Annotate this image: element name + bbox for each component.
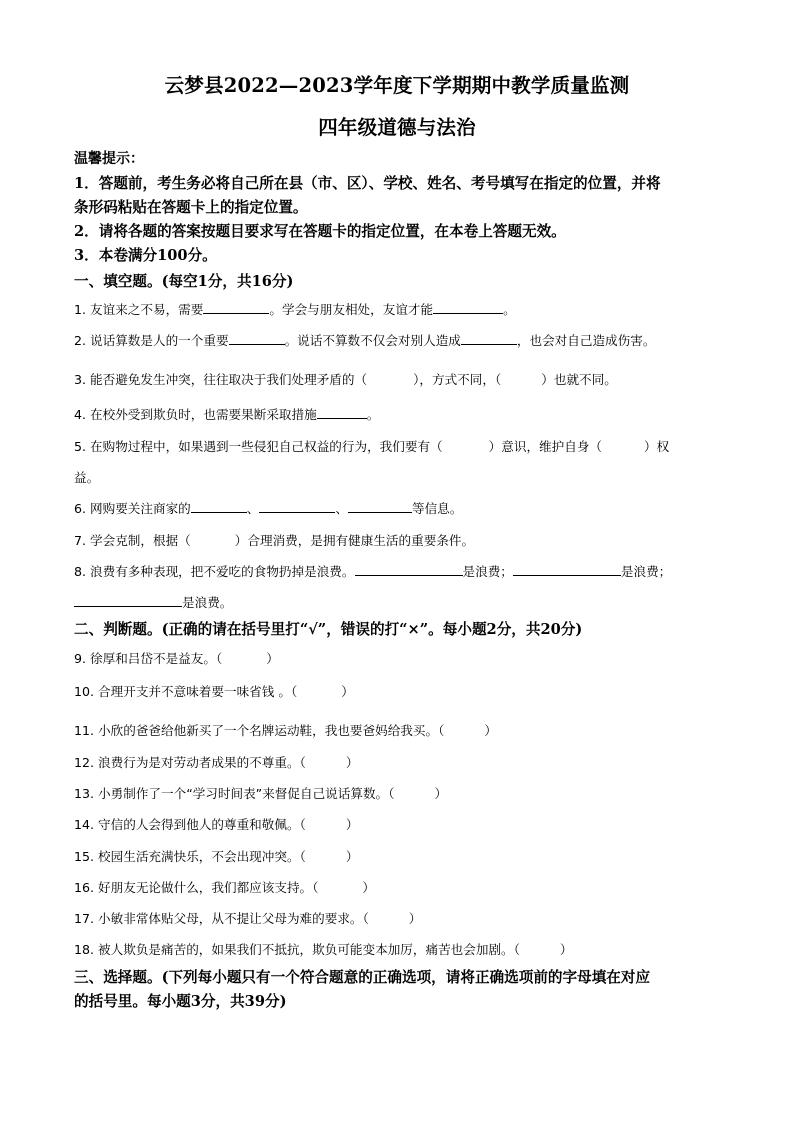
answer-blank[interactable] xyxy=(513,563,621,576)
question-13: 13. 小勇制作了一个“学习时间表”来督促自己说话算数。（ ） xyxy=(74,786,448,801)
question-10: 10. 合理开支并不意味着要一味省钱 。（ ） xyxy=(74,684,354,699)
question-6: 6. 网购要关注商家的 、 、 等信息。 xyxy=(74,501,463,516)
question-5-cont: 益。 xyxy=(74,470,100,485)
answer-blank[interactable] xyxy=(348,500,412,513)
tip-2: 2．请将各题的答案按题目要求写在答题卡的指定位置，在本卷上答题无效。 xyxy=(74,223,566,240)
question-11: 11. 小欣的爸爸给他新买了一个名牌运动鞋，我也要爸妈给我买。（ ） xyxy=(74,723,497,738)
question-9: 9. 徐厚和吕岱不是益友。（ ） xyxy=(74,651,279,666)
section-2-heading: 二、判断题。(正确的请在括号里打“√”，错误的打“×”。每小题2分，共20分) xyxy=(74,621,583,638)
question-5: 5. 在购物过程中，如果遇到一些侵犯自己权益的行为，我们要有（ ）意识，维护自身（ ）权 xyxy=(74,439,670,454)
answer-blank[interactable] xyxy=(229,332,285,345)
tips-label: 温馨提示： xyxy=(74,151,144,167)
question-18: 18. 被人欺负是痛苦的，如果我们不抵抗，欺负可能变本加厉，痛苦也会加剧。（ ） xyxy=(74,942,573,957)
answer-blank[interactable] xyxy=(259,500,335,513)
tip-3: 3．本卷满分100分。 xyxy=(74,247,217,264)
section-3-heading-cont: 的括号里。每小题3分，共39分) xyxy=(74,993,287,1010)
answer-blank[interactable] xyxy=(74,594,182,607)
tip-1b: 条形码粘贴在答题卡上的指定位置。 xyxy=(74,199,308,216)
question-1: 1. 友谊来之不易，需要 。学会与朋友相处，友谊才能 。 xyxy=(74,302,516,317)
answer-blank[interactable] xyxy=(355,563,463,576)
answer-blank[interactable] xyxy=(433,301,503,314)
question-17: 17. 小敏非常体贴父母，从不提让父母为难的要求。（ ） xyxy=(74,911,422,926)
question-2: 2. 说话算数是人的一个重要 。说话不算数不仅会对别人造成 ，也会对自己造成伤害。 xyxy=(74,333,656,348)
answer-blank[interactable] xyxy=(191,500,247,513)
answer-blank[interactable] xyxy=(461,332,517,345)
question-14: 14. 守信的人会得到他人的尊重和敬佩。（ ） xyxy=(74,817,359,832)
question-8: 8. 浪费有多种表现，把不爱吃的食物扔掉是浪费。 是浪费； 是浪费； xyxy=(74,564,672,579)
question-16: 16. 好朋友无论做什么，我们都应该支持。（ ） xyxy=(74,880,376,895)
question-4: 4. 在校外受到欺负时，也需要果断采取措施 。 xyxy=(74,407,380,422)
answer-blank[interactable] xyxy=(203,301,269,314)
exam-subtitle: 四年级道德与法治 xyxy=(318,116,476,139)
question-3: 3. 能否避免发生冲突，往往取决于我们处理矛盾的（ ），方式不同，（ ）也就不同。 xyxy=(74,372,617,387)
question-12: 12. 浪费行为是对劳动者成果的不尊重。（ ） xyxy=(74,755,359,770)
section-1-heading: 一、填空题。(每空1分，共16分) xyxy=(74,273,294,290)
exam-title: 云梦县2022—2023学年度下学期期中教学质量监测 xyxy=(164,74,630,97)
answer-blank[interactable] xyxy=(317,406,367,419)
question-8-cont: 是浪费。 xyxy=(74,592,232,611)
tip-1a: 1．答题前，考生务必将自己所在县（市、区）、学校、姓名、考号填写在指定的位置，并将 xyxy=(74,175,661,192)
question-15: 15. 校园生活充满快乐，不会出现冲突。（ ） xyxy=(74,849,359,864)
section-3-heading: 三、选择题。(下列每小题只有一个符合题意的正确选项，请将正确选项前的字母填在对应 xyxy=(74,969,651,986)
question-7: 7. 学会克制，根据（ ）合理消费，是拥有健康生活的重要条件。 xyxy=(74,533,475,548)
